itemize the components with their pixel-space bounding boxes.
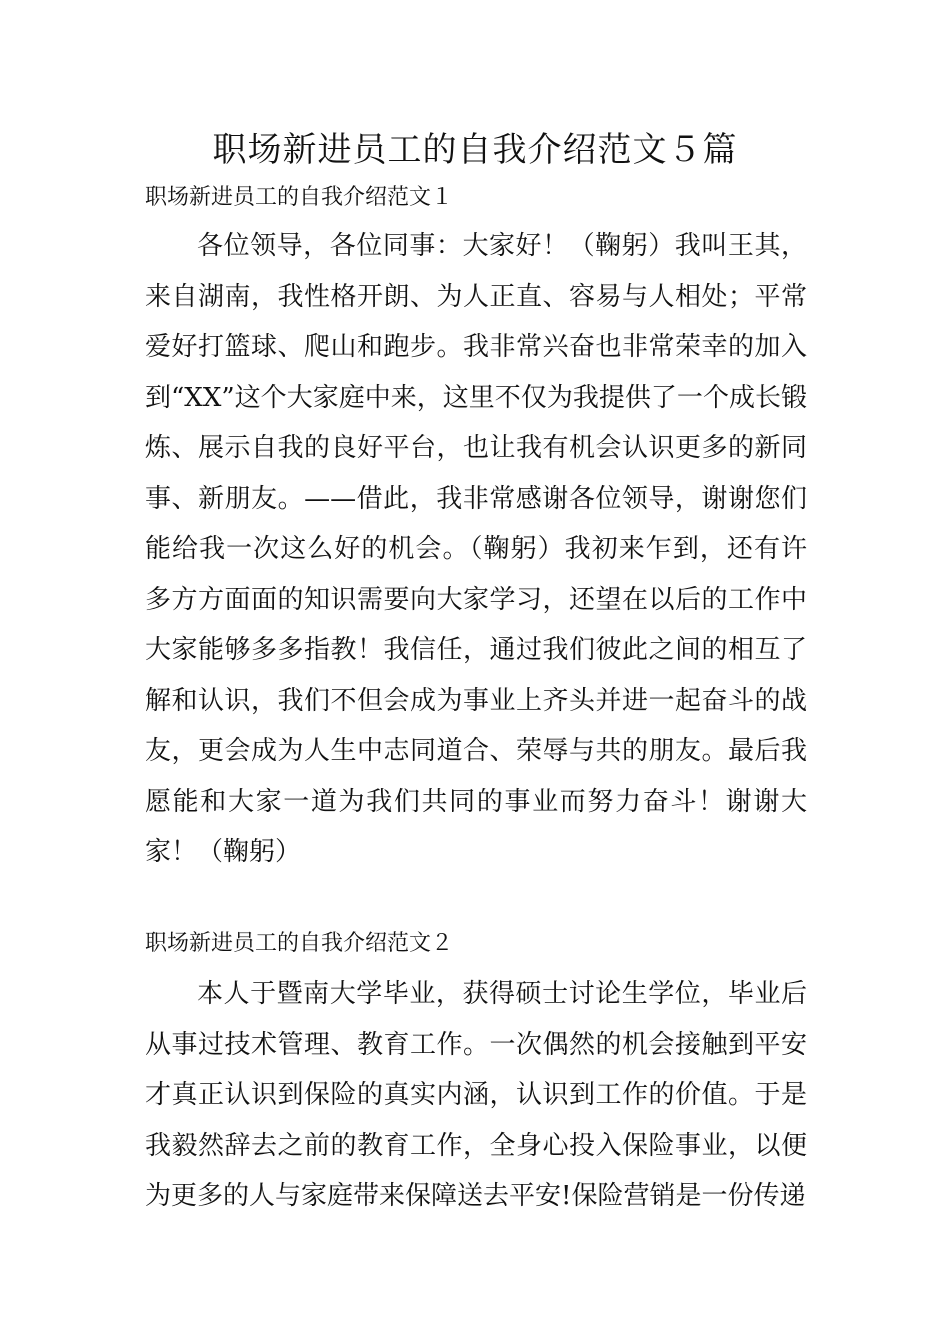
section-heading-1: 职场新进员工的自我介绍范文１ <box>145 185 454 210</box>
section-paragraph-2: 本人于暨南大学毕业，获得硕士讨论生学位，毕业后从事过技术管理、教育工作。一次偶然的机会接触到平安才真正认识到保险的真实内涵，认识到工作的价值。于是我毅然辞去之前的教育工作，全身心投入保险事业，以便为更多的人与家庭带来保障送去平安!保险营销是一份传递 <box>145 979 807 1211</box>
document-title: 职场新进员工的自我介绍范文５篇 <box>212 130 738 170</box>
section-paragraph-1: 各位领导，各位同事：大家好！（鞠躬）我叫王其，来自湖南，我性格开朗、为人正直、容易与人相处；平常爱好打篮球、爬山和跑步。我非常兴奋也非常荣幸的加入到“XX”这个大家庭中来，这里不仅为我提供了一个成长锻炼、展示自我的良好平台，也让我有机会认识更多的新同事、新朋友。——借此，我非常感谢各位领导，谢谢您们能给我一次这么好的机会。（鞠躬）我初来乍到，还有许多方方面面的知识需要向大家学习，还望在以后的工作中大家能够多多指教！我信任，通过我们彼此之间的相互了解和认识，我们不但会成为事业上齐头并进一起奋斗的战友，更会成为人生中志同道合、荣辱与共的朋友。最后我愿能和大家一道为我们共同的事业而努力奋斗！谢谢大家！（鞠躬） <box>145 231 807 867</box>
section-heading-2: 职场新进员工的自我介绍范文２ <box>145 931 454 956</box>
